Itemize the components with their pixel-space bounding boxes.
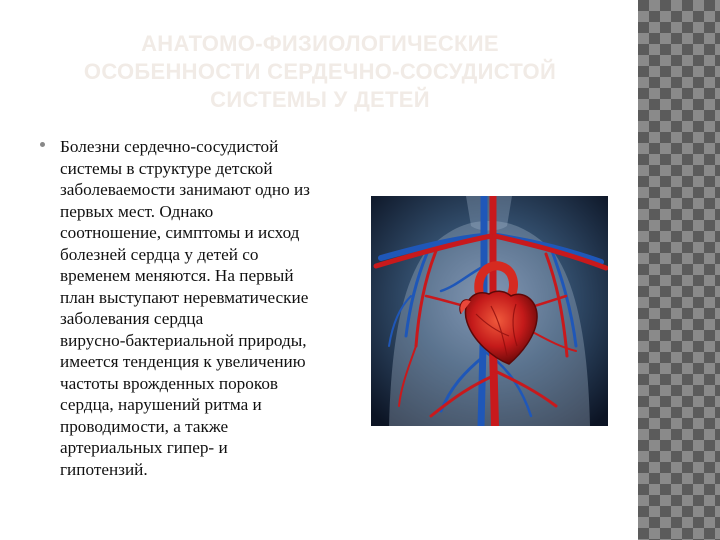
- body-paragraph: [38, 136, 363, 480]
- body-line: гипотензий.: [60, 459, 148, 479]
- heart-vessels-image: [371, 196, 608, 426]
- body-line: первых мест. Однако: [60, 201, 214, 221]
- body-line: Болезни сердечно-сосудистой: [60, 137, 279, 156]
- body-line: болезней сердца у детей со: [60, 244, 259, 264]
- cardiovascular-illustration: [371, 196, 608, 426]
- slide-title: [40, 30, 600, 114]
- body-line: соотношение, симптомы и исход: [60, 223, 300, 242]
- body-line: проводимости, а также: [60, 416, 229, 436]
- body-line: частоты врожденных пороков: [60, 373, 279, 393]
- body-line: имеется тенденция к увеличению: [60, 352, 306, 371]
- body-line: системы в структуре детской: [60, 158, 273, 178]
- title-line-2: ОСОБЕННОСТИ СЕРДЕЧНО-СОСУДИСТОЙ: [83, 59, 557, 84]
- body-line: заболевания сердца: [60, 309, 204, 328]
- body-line: сердца, нарушений ритма и: [60, 395, 262, 414]
- body-line: временем меняются. На первый: [60, 266, 294, 285]
- body-line: артериальных гипер- и: [60, 438, 228, 457]
- body-line: заболеваемости занимают одно из: [60, 180, 310, 199]
- title-line-3: СИСТЕМЫ У ДЕТЕЙ: [210, 87, 430, 112]
- decorative-pattern-strip: [638, 0, 720, 540]
- body-line: вирусно-бактериальной природы,: [60, 330, 307, 350]
- title-line-1: АНАТОМО-ФИЗИОЛОГИЧЕСКИЕ: [141, 31, 499, 56]
- body-line: план выступают неревматические: [60, 287, 309, 307]
